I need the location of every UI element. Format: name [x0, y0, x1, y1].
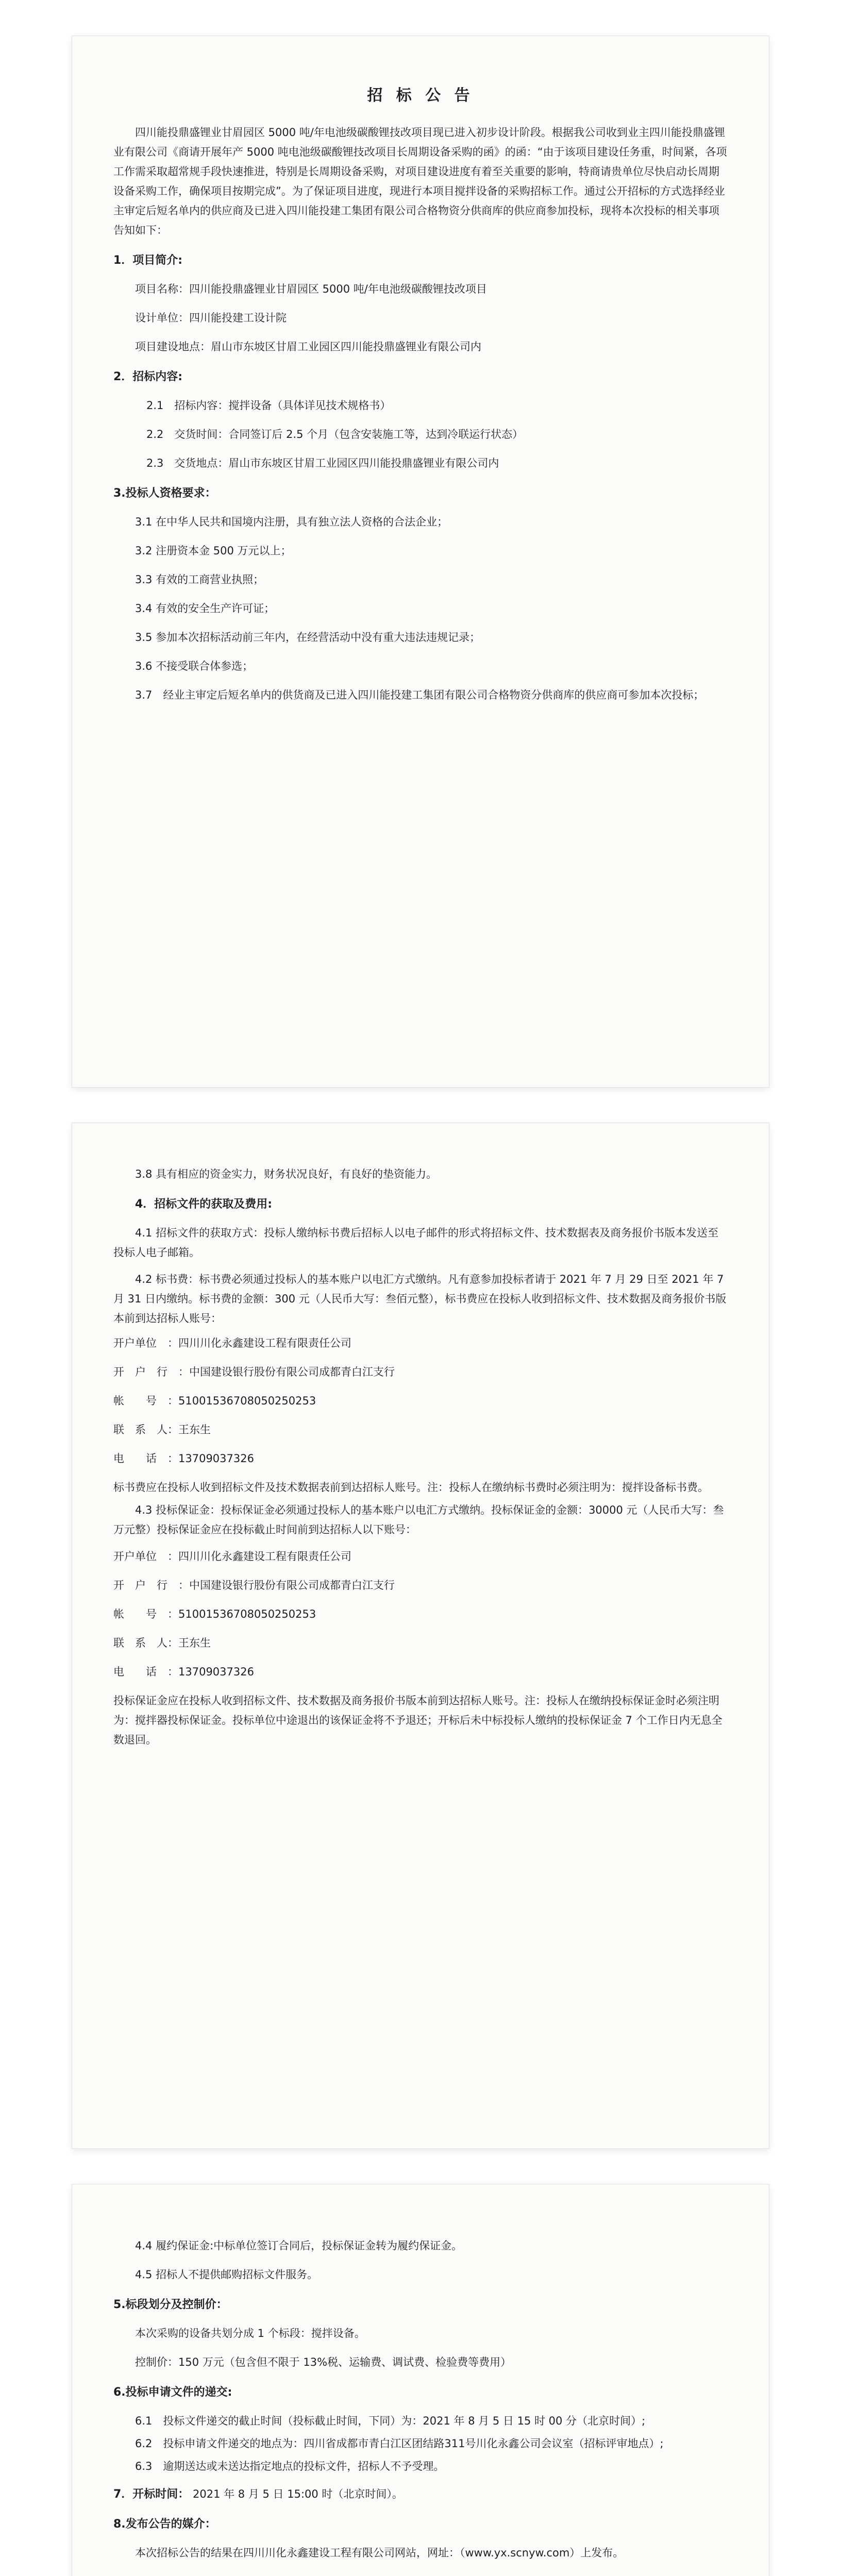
section-4-heading: 4．招标文件的获取及费用: — [135, 1198, 273, 1211]
section-5-lot: 本次采购的设备共划分成 1 个标段：搅拌设备。 — [135, 2327, 365, 2340]
item-2-1: 2.1 招标内容：搅拌设备（具体详见技术规格书） — [146, 399, 391, 412]
item-4-2: 4.2 标书费：标书费必须通过投标人的基本账户以电汇方式缴纳。凡有意参加投标者请于 2021 年 7 月 29 日至 2021 年 7 月 31 日内缴纳。标书费的金额：300 元（人民币大写：叁佰元整），标书费应在投标人收到招标文件、技术数据及商务报价书版本前到达招标人账号： — [113, 1273, 727, 1325]
item-2-3: 2.3 交货地点：眉山市东坡区甘眉工业园区四川能投鼎盛锂业有限公司内 — [146, 457, 499, 469]
item-3-4: 3.4 有效的安全生产许可证； — [135, 602, 275, 615]
item-3-2: 3.2 注册资本金 500 万元以上； — [135, 545, 292, 557]
item-4-3: 4.3 投标保证金：投标保证金必须通过投标人的基本账户以电汇方式缴纳。投标保证金的金额：30000 元（人民币大写：叁万元整）投标保证金应在投标截止时间前到达招标人以下账号： — [113, 1504, 724, 1536]
section-8-text: 本次招标公告的结果在四川川化永鑫建设工程有限公司网站，网址：（www.yx.scnyw.com）上发布。 — [135, 2547, 624, 2559]
document-page-1 — [72, 36, 769, 1087]
account-name: 开户单位 ：四川川化永鑫建设工程有限责任公司 — [113, 1337, 351, 1349]
intro-paragraph: 四川能投鼎盛锂业甘眉园区 5000 吨/年电池级碳酸锂技改项目现已进入初步设计阶段。根据我公司收到业主四川能投鼎盛锂业有限公司《商请开展年产 5000 吨电池级碳酸锂技改项目长周期设备采购的函》的函：“由于该项目建设任务重，时间紧，各项工作需采取超常规手段快速推进，特别是长周期设备采购，对项目建设进度有着至关重要的影响，特商请贵单位尽快启动长周期设备采购工作，确保项目按期完成”。为了保证项目进度，现进行本项目搅拌设备的采购招标工作。通过公开招标的方式选择经业主审定后短名单内的供应商及已进入四川能投建工集团有限公司合格物资分供商库的供应商参加投标，现将本次投标的相关事项告知如下： — [113, 126, 727, 236]
section-5-heading: 5.标段划分及控制价： — [113, 2298, 228, 2311]
section-7-heading: 7．开标时间： — [113, 2488, 190, 2501]
item-6-1: 6.1 投标文件递交的截止时间（投标截止时间，下同）为：2021 年 8 月 5 日 15 时 00 分（北京时间）; — [135, 2415, 646, 2427]
item-4-4: 4.4 履约保证金:中标单位签订合同后，投标保证金转为履约保证金。 — [135, 2240, 463, 2252]
section-3-heading: 3.投标人资格要求： — [113, 487, 216, 500]
document-page-3 — [72, 2184, 769, 2576]
item-6-2: 6.2 投标申请文件递交的地点为：四川省成都市青白江区团结路311号川化永鑫公司会议室（招标评审地点）; — [135, 2437, 664, 2450]
item-2-2: 2.2 交货时间：合同签订后 2.5 个月（包含安装施工等，达到冷联运行状态） — [146, 428, 524, 440]
section-9-heading — [113, 2574, 728, 2576]
design-unit: 设计单位：四川能投建工设计院 — [135, 312, 287, 324]
contact-person: 联 系 人：王东生 — [113, 1637, 211, 1649]
item-3-6: 3.6 不接受联合体参选； — [135, 660, 254, 672]
section-1-heading: 1．项目简介: — [113, 254, 183, 267]
account-name: 开户单位 ：四川川化永鑫建设工程有限责任公司 — [113, 1550, 351, 1563]
section-6-heading: 6.投标申请文件的递交: — [113, 2386, 232, 2399]
section-7 — [113, 2484, 728, 2504]
section-5-control-price: 控制价：150 万元（包含但不限于 13%税、运输费、调试费、检验费等费用） — [135, 2356, 512, 2368]
account-number: 帐 号 ：51001536708050250253 — [113, 1395, 316, 1407]
section-8-heading: 8.发布公告的媒介： — [113, 2518, 216, 2531]
opening-time: 2021 年 8 月 5 日 15:00 时（北京时间）。 — [193, 2488, 403, 2500]
item-6-3: 6.3 逾期送达或未送达指定地点的投标文件，招标人不予受理。 — [135, 2460, 445, 2472]
bank-info-deposit — [113, 1547, 728, 1682]
item-4-5: 4.5 招标人不提供邮购招标文件服务。 — [135, 2268, 318, 2281]
account-number: 帐 号 ：51001536708050250253 — [113, 1608, 316, 1620]
item-3-7: 3.7 经业主审定后短名单内的供货商及已进入四川能投建工集团有限公司合格物资分供商库的供应商可参加本次投标； — [135, 689, 704, 701]
bank-name: 开 户 行 ：中国建设银行股份有限公司成都青白江支行 — [113, 1366, 395, 1378]
item-3-1: 3.1 在中华人民共和国境内注册，具有独立法人资格的合法企业； — [135, 516, 448, 528]
item-3-3: 3.3 有效的工商营业执照； — [135, 573, 264, 586]
contact-phone: 电 话 ：13709037326 — [113, 1452, 254, 1465]
bank-info-fee — [113, 1333, 728, 1468]
section-2-heading: 2．招标内容: — [113, 370, 183, 383]
item-3-5: 3.5 参加本次招标活动前三年内，在经营活动中没有重大违法违规记录； — [135, 631, 481, 643]
notice-title: 招 标 公 告 — [367, 87, 474, 105]
deposit-note: 投标保证金应在投标人收到招标文件、技术数据及商务报价书版本前到达招标人账号。注：投标人在缴纳投标保证金时必须注明为：搅拌器投标保证金。投标单位中途退出的该保证金将不予退还；开标后未中标投标人缴纳的投标保证金 7 个工作日内无息全数退回。 — [113, 1694, 722, 1746]
contact-person: 联 系 人：王东生 — [113, 1423, 211, 1436]
item-3-8: 3.8 具有相应的资金实力，财务状况良好，有良好的垫资能力。 — [135, 1168, 438, 1180]
project-location: 项目建设地点：眉山市东坡区甘眉工业园区四川能投鼎盛锂业有限公司内 — [135, 341, 481, 353]
item-4-1: 4.1 招标文件的获取方式：投标人缴纳标书费后招标人以电子邮件的形式将招标文件、技术数据表及商务报价书版本发送至投标人电子邮箱。 — [113, 1227, 719, 1259]
project-name: 项目名称：四川能投鼎盛锂业甘眉园区 5000 吨/年电池级碳酸锂技改项目 — [135, 283, 487, 295]
document-page-2 — [72, 1123, 769, 2148]
bank-name: 开 户 行 ：中国建设银行股份有限公司成都青白江支行 — [113, 1579, 395, 1591]
contact-phone: 电 话 ：13709037326 — [113, 1666, 254, 1678]
fee-note: 标书费应在投标人收到招标文件及技术数据表前到达招标人账号。注：投标人在缴纳标书费时必须注明为：搅拌设备标书费。 — [113, 1481, 709, 1494]
